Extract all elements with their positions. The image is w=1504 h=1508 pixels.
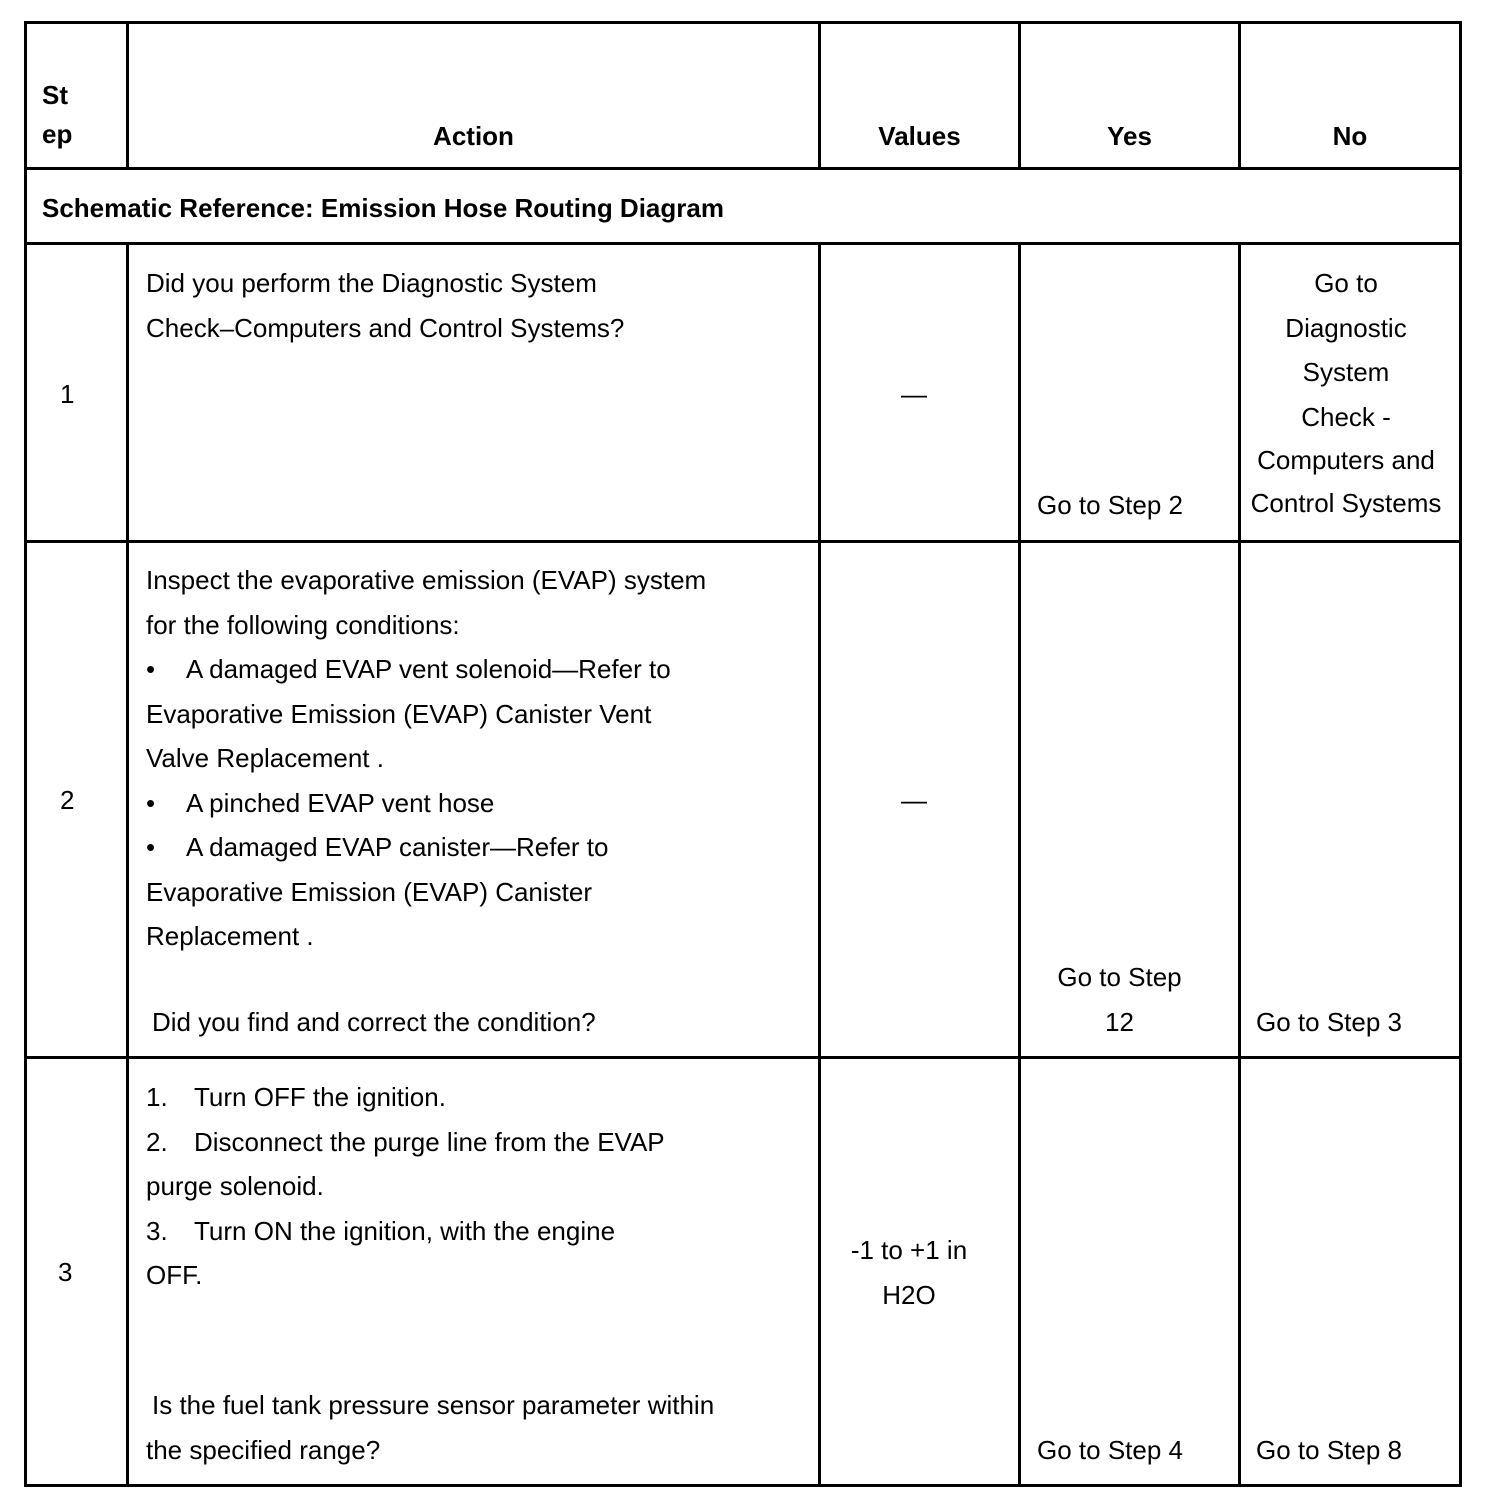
table-border-bottom: [24, 1484, 1462, 1487]
row1-bottom-rule: [24, 540, 1462, 543]
table-border-top: [24, 21, 1462, 24]
row1-no-line: Go to: [1314, 268, 1378, 298]
list-item: [146, 825, 706, 870]
header-yes: Yes: [1107, 121, 1152, 151]
table-border-right: [1459, 21, 1462, 1487]
header-action: Action: [433, 121, 514, 151]
row1-values: —: [901, 379, 927, 409]
table-border-left: [24, 21, 27, 1487]
schematic-reference: Schematic Reference: Emission Hose Routing Diagram: [42, 193, 724, 223]
header-values: Values: [878, 121, 961, 151]
row2-action-intro-line: Inspect the evaporative emission (EVAP) system: [146, 565, 707, 595]
row1-no-line: Computers and: [1257, 445, 1435, 475]
step-continuation: purge solenoid.: [146, 1171, 324, 1201]
bullet-icon: •: [146, 787, 156, 818]
header-step: [42, 76, 72, 154]
row1-step: 1: [60, 379, 75, 409]
header-no: No: [1332, 121, 1368, 151]
row2-question: Did you find and correct the condition?: [152, 1007, 596, 1037]
col-divider-values: [1018, 242, 1021, 1487]
row3-step: 3: [58, 1257, 73, 1287]
col-divider-step: [126, 242, 129, 1487]
row3-yes: Go to Step 4: [1037, 1435, 1183, 1465]
step-number: 2.: [146, 1126, 168, 1157]
step-text: Turn OFF the ignition.: [194, 1082, 446, 1112]
list-item: [146, 1120, 665, 1165]
row3-question: [146, 1383, 714, 1472]
bullet-icon: •: [146, 654, 156, 684]
row2-action-intro-line: for the following conditions:: [146, 609, 460, 640]
header-bottom-rule: [24, 167, 1462, 170]
bullet-text: A damaged EVAP vent solenoid—Refer to: [186, 654, 671, 684]
list-item: [146, 781, 706, 826]
row1-no-line: Check -: [1301, 401, 1391, 432]
row1-no-line: System: [1302, 357, 1390, 387]
row1-yes: Go to Step 2: [1037, 490, 1183, 520]
step-continuation: OFF.: [146, 1260, 203, 1290]
list-item: [146, 1209, 665, 1254]
step-text: Disconnect the purge line from the EVAP: [194, 1126, 665, 1157]
bullet-icon: •: [146, 832, 156, 862]
row3-values-line: H2O: [882, 1279, 936, 1310]
schematic-bottom-rule: [24, 242, 1462, 245]
row1-no-line: Control Systems: [1250, 488, 1442, 518]
row1-no-line: Diagnostic: [1285, 312, 1407, 343]
row3-values-line: -1 to +1 in: [850, 1235, 968, 1265]
list-item: [146, 1075, 665, 1120]
row3-action: [146, 1075, 665, 1298]
step-number: 1.: [146, 1082, 168, 1112]
row2-action: [146, 558, 706, 959]
list-item: [146, 647, 706, 692]
row3-values: [821, 1228, 997, 1317]
header-step-line1: St: [42, 80, 68, 110]
bullet-continuation: Evaporative Emission (EVAP) Canister: [146, 876, 593, 907]
row1-no: [1241, 261, 1451, 525]
bullet-continuation: Evaporative Emission (EVAP) Canister Vent: [146, 698, 652, 729]
row2-yes-line: Go to Step: [1057, 962, 1182, 992]
row2-yes-line: 12: [1105, 1006, 1134, 1037]
header-step-line2: ep: [42, 119, 73, 149]
step-number: 3.: [146, 1215, 168, 1246]
row2-no: Go to Step 3: [1256, 1007, 1402, 1037]
row1-action-line: Did you perform the Diagnostic System: [146, 268, 597, 298]
row1-action: [146, 261, 624, 350]
row3-question-line: Is the fuel tank pressure sensor parameter within: [152, 1390, 715, 1420]
bullet-text: A pinched EVAP vent hose: [186, 787, 495, 818]
row2-step: 2: [60, 785, 75, 815]
bullet-text: A damaged EVAP canister—Refer to: [186, 832, 609, 862]
row2-bottom-rule: [24, 1056, 1462, 1059]
row3-no: Go to Step 8: [1256, 1435, 1402, 1465]
bullet-continuation: Replacement .: [146, 921, 314, 951]
row3-question-line: the specified range?: [146, 1434, 381, 1465]
bullet-continuation: Valve Replacement .: [146, 743, 384, 773]
row1-action-line: Check–Computers and Control Systems?: [146, 312, 625, 343]
row2-values: —: [901, 785, 927, 815]
row2-yes: [1021, 955, 1218, 1044]
step-text: Turn ON the ignition, with the engine: [194, 1215, 616, 1246]
